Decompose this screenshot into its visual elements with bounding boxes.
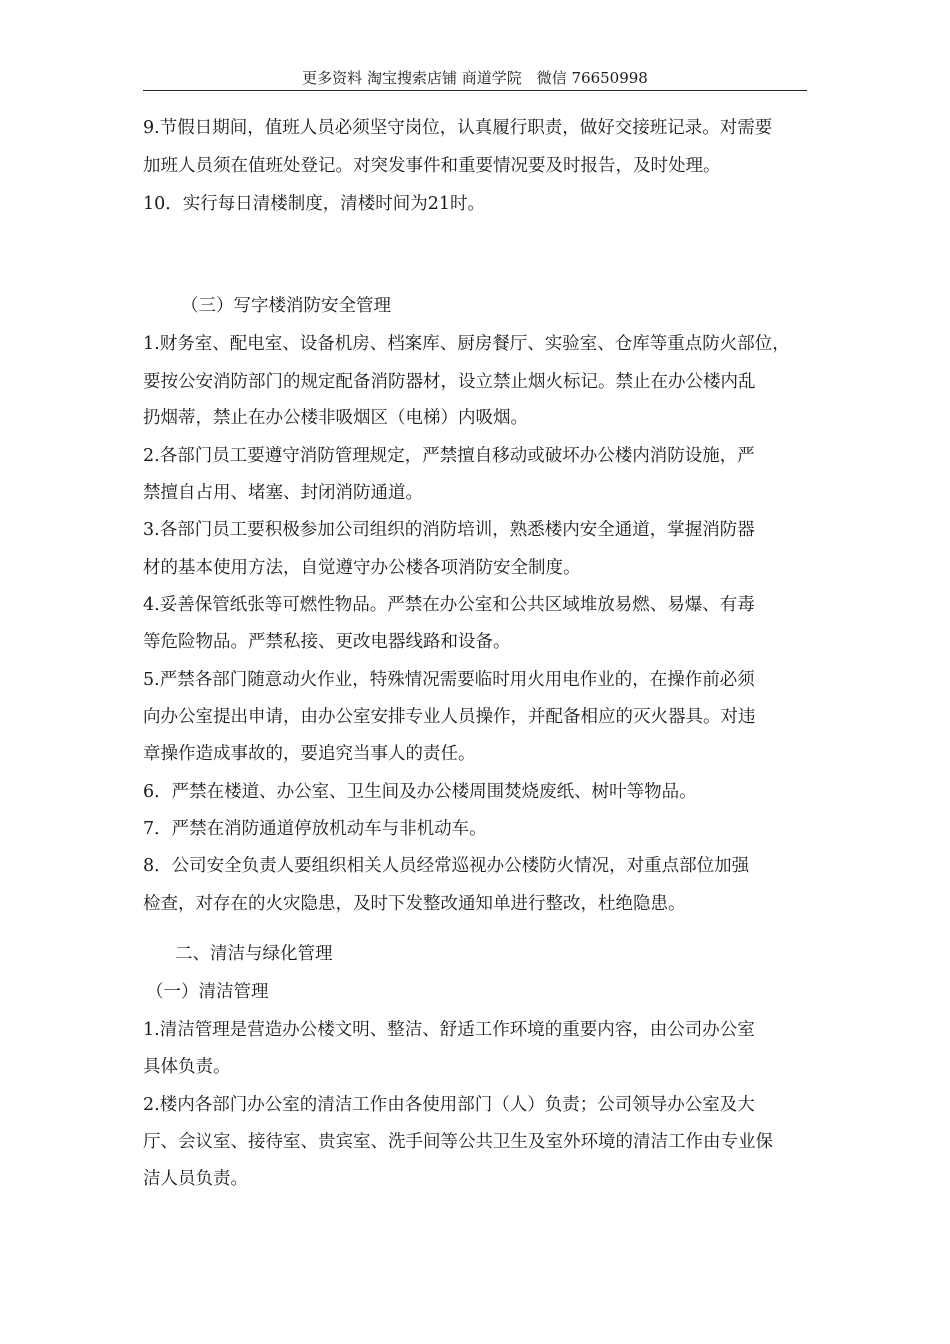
text-line: 4.妥善保管纸张等可燃性物品。严禁在办公室和公共区域堆放易燃、易爆、有毒 [143, 595, 755, 615]
text-line: 8．公司安全负责人要组织相关人员经常巡视办公楼防火情况，对重点部位加强 [143, 856, 750, 876]
text-line: 扔烟蒂，禁止在办公楼非吸烟区（电梯）内吸烟。 [143, 408, 528, 428]
subsection-heading: （一）清洁管理 [146, 982, 269, 1002]
text-line: 洁人员负责。 [143, 1169, 248, 1189]
text-line: 1.清洁管理是营造办公楼文明、整洁、舒适工作环境的重要内容，由公司办公室 [143, 1020, 755, 1040]
section-heading: 二、清洁与绿化管理 [175, 944, 333, 964]
page-header: 更多资料 淘宝搜索店铺 商道学院 微信 76650998 [143, 66, 807, 91]
text-line: 检查，对存在的火灾隐患，及时下发整改通知单进行整改，杜绝隐患。 [143, 894, 686, 914]
text-line: 9.节假日期间，值班人员必须坚守岗位，认真履行职责，做好交接班记录。对需要 [143, 118, 773, 138]
text-line: 10．实行每日清楼制度，清楼时间为21时。 [143, 194, 486, 214]
text-line: 3.各部门员工要积极参加公司组织的消防培训，熟悉楼内安全通道，掌握消防器 [143, 520, 755, 540]
text-line: 7．严禁在消防通道停放机动车与非机动车。 [143, 819, 487, 839]
text-line: 等危险物品。严禁私接、更改电器线路和设备。 [143, 632, 511, 652]
text-line: 禁擅自占用、堵塞、封闭消防通道。 [143, 483, 423, 503]
text-line: 要按公安消防部门的规定配备消防器材，设立禁止烟火标记。禁止在办公楼内乱 [143, 372, 756, 392]
text-line: 5.严禁各部门随意动火作业，特殊情况需要临时用火用电作业的，在操作前必须 [143, 670, 755, 690]
text-line: 厅、会议室、接待室、贵宾室、洗手间等公共卫生及室外环境的清洁工作由专业保 [143, 1132, 773, 1152]
text-line: 1.财务室、配电室、设备机房、档案库、厨房餐厅、实验室、仓库等重点防火部位， [143, 334, 790, 354]
text-line: 2.各部门员工要遵守消防管理规定，严禁擅自移动或破坏办公楼内消防设施，严 [143, 446, 755, 466]
text-line: 章操作造成事故的，要追究当事人的责任。 [143, 744, 476, 764]
section-heading: （三）写字楼消防安全管理 [181, 296, 391, 316]
text-line: 材的基本使用方法，自觉遵守办公楼各项消防安全制度。 [143, 558, 581, 578]
text-line: 6．严禁在楼道、办公室、卫生间及办公楼周围焚烧废纸、树叶等物品。 [143, 782, 697, 802]
text-line: 具体负责。 [143, 1057, 231, 1077]
text-line: 2.楼内各部门办公室的清洁工作由各使用部门（人）负责；公司领导办公室及大 [143, 1095, 755, 1115]
text-line: 向办公室提出申请，由办公室安排专业人员操作，并配备相应的灭火器具。对违 [143, 707, 756, 727]
text-line: 加班人员须在值班处登记。对突发事件和重要情况要及时报告，及时处理。 [143, 156, 721, 176]
